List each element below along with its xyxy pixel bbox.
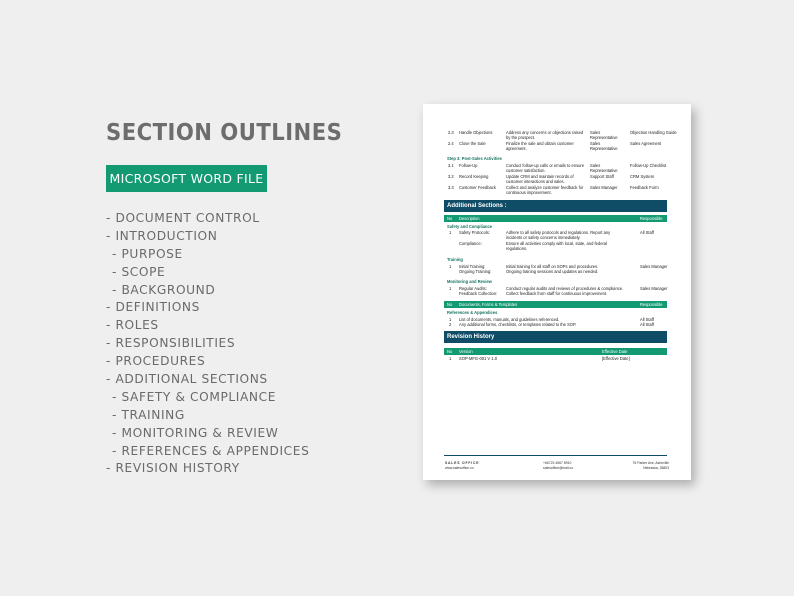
- effective-date-value: [Effective Date]: [602, 356, 630, 361]
- table-row: [423, 141, 691, 153]
- item-description: Any additional forms, checklists, or templates related to the SOP.: [459, 322, 577, 327]
- footer-address-line1: 76 Parker Ave, Asheville: [632, 461, 669, 465]
- step-name: Customer Feedback: [459, 185, 496, 190]
- outline-subitem: - PURPOSE: [112, 246, 183, 261]
- header-version: Version: [459, 349, 473, 354]
- outline-subitem: - MONITORING & REVIEW: [112, 425, 279, 440]
- document-preview: [423, 104, 691, 480]
- step-responsible: Sales Representative: [590, 130, 618, 140]
- outline-item: - REVISION HISTORY: [106, 461, 240, 476]
- header-responsible: Responsible: [640, 302, 663, 307]
- item-name: Regular Audits:: [459, 286, 487, 291]
- section-outline-list: [106, 210, 309, 478]
- table-header: [444, 215, 667, 222]
- outline-item: - ADDITIONAL SECTIONS: [106, 372, 268, 387]
- outline-subitem: - BACKGROUND: [112, 282, 216, 297]
- item-name: Safety Protocols:: [459, 230, 490, 235]
- step-number: 3.2: [448, 174, 454, 179]
- revision-history-heading: Revision History: [444, 331, 667, 343]
- item-responsible: All Staff: [640, 322, 655, 327]
- header-no: No: [447, 349, 453, 354]
- header-no: No: [447, 216, 453, 221]
- outline-item: - PROCEDURES: [106, 354, 206, 369]
- item-name: Initial Training:: [459, 264, 486, 269]
- item-responsible: All Staff: [640, 230, 655, 235]
- safety-title: Safety and Compliance: [447, 224, 493, 229]
- file-type-badge: MICROSOFT WORD FILE: [106, 165, 267, 192]
- outline-subitem: - SAFETY & COMPLIANCE: [112, 389, 277, 404]
- outline-item: - DEFINITIONS: [106, 300, 200, 315]
- step-description: Address any concerns or objections raised by the prospect.: [506, 130, 584, 140]
- step-name: Record Keeping: [459, 174, 489, 179]
- step-description: Finalize the sale and obtain customer agreement.: [506, 141, 574, 151]
- documents-table-header: [444, 301, 667, 308]
- step-documents: Objection Handling Guide: [630, 130, 677, 135]
- step-number: 2.3: [448, 130, 454, 135]
- item-description: Adhere to all safety protocols and regulations. Report any incidents or safety concerns immediately.: [506, 230, 611, 240]
- outline-item: - ROLES: [106, 318, 159, 333]
- step-name: Handle Objections: [459, 130, 493, 135]
- item-description: Collect feedback from staff for continuous improvement.: [506, 291, 608, 296]
- row-number: 1: [449, 264, 452, 269]
- footer-email: salesoffice@mail.co: [543, 466, 574, 470]
- step-3-title: Step 3: Post-Sales Activities: [447, 156, 502, 161]
- step-documents: CRM System: [630, 174, 655, 179]
- step-description: Update CRM and maintain records of customer interactions and sales.: [506, 174, 574, 184]
- item-description: Ongoing training sessions and updates as needed.: [506, 269, 599, 274]
- outline-subitem: - SCOPE: [112, 264, 166, 279]
- footer-website: www.salesoffice.co: [445, 466, 474, 470]
- table-row: [423, 185, 691, 197]
- step-documents: Feedback Form: [630, 185, 659, 190]
- monitoring-title: Monitoring and Review: [447, 279, 492, 284]
- step-name: Close the Sale: [459, 141, 486, 146]
- item-description: Conduct regular audits and reviews of procedures & compliance.: [506, 286, 624, 291]
- header-description: Description: [459, 216, 480, 221]
- footer-divider: [444, 455, 667, 456]
- step-description: Conduct follow-up calls or emails to ensure customer satisfaction.: [506, 163, 585, 173]
- page-title: SECTION OUTLINES: [106, 120, 343, 146]
- row-number: 1: [449, 230, 452, 235]
- step-number: 2.4: [448, 141, 454, 146]
- row-number: 1: [449, 317, 452, 322]
- item-description: List of documents, manuals, and guidelines referenced.: [459, 317, 560, 322]
- header-documents: Documents, Forms & Templates: [459, 302, 518, 307]
- footer-company: SALES OFFICE: [445, 461, 480, 465]
- header-responsible: Responsible: [640, 216, 663, 221]
- references-title: References & Appendices: [447, 310, 498, 315]
- step-responsible: Sales Representative: [590, 141, 618, 151]
- step-documents: Follow-Up Checklist: [630, 163, 667, 168]
- item-name: Compliance:: [459, 241, 482, 246]
- training-title: Training: [447, 257, 463, 262]
- version-value: SOP-MFG-001 V 1.0: [459, 356, 497, 361]
- item-responsible: Sales Manager: [640, 264, 668, 269]
- header-no: No: [447, 302, 453, 307]
- outline-item: - RESPONSIBILITIES: [106, 336, 236, 351]
- item-name: Feedback Collection:: [459, 291, 498, 296]
- row-number: 2: [449, 322, 452, 327]
- outline-item: - DOCUMENT CONTROL: [106, 211, 260, 225]
- row-number: 1: [449, 286, 452, 291]
- footer-address-line2: Nebraska, 28803: [643, 466, 669, 470]
- step-responsible: Sales Manager: [590, 185, 618, 190]
- additional-sections-heading: Additional Sections :: [444, 200, 667, 212]
- step-description: Collect and analyze customer feedback for continuous improvement.: [506, 185, 584, 195]
- item-description: Ensure all activities comply with local, state, and federal regulations.: [506, 241, 608, 251]
- item-description: Initial training for all staff on SOPs and procedures.: [506, 264, 599, 269]
- item-name: Ongoing Training:: [459, 269, 492, 274]
- step-responsible: Sales Representative: [590, 163, 618, 173]
- item-responsible: All Staff: [640, 317, 655, 322]
- outline-subitem: - REFERENCES & APPENDICES: [112, 443, 310, 458]
- outline-item: - INTRODUCTION: [106, 228, 218, 243]
- step-number: 3.3: [448, 185, 454, 190]
- step-responsible: Support Staff: [590, 174, 614, 179]
- step-documents: Sales Agreement: [630, 141, 662, 146]
- outline-subitem: - TRAINING: [112, 407, 185, 422]
- step-number: 3.1: [448, 163, 454, 168]
- header-effective-date: Effective Date: [602, 349, 628, 354]
- row-number: 1: [449, 356, 452, 361]
- item-responsible: Sales Manager: [640, 286, 668, 291]
- step-name: Follow-Up: [459, 163, 478, 168]
- footer-phone: +66723 4567 8910: [543, 461, 572, 465]
- revision-table-header: [444, 348, 667, 355]
- outline-panel: [106, 120, 406, 476]
